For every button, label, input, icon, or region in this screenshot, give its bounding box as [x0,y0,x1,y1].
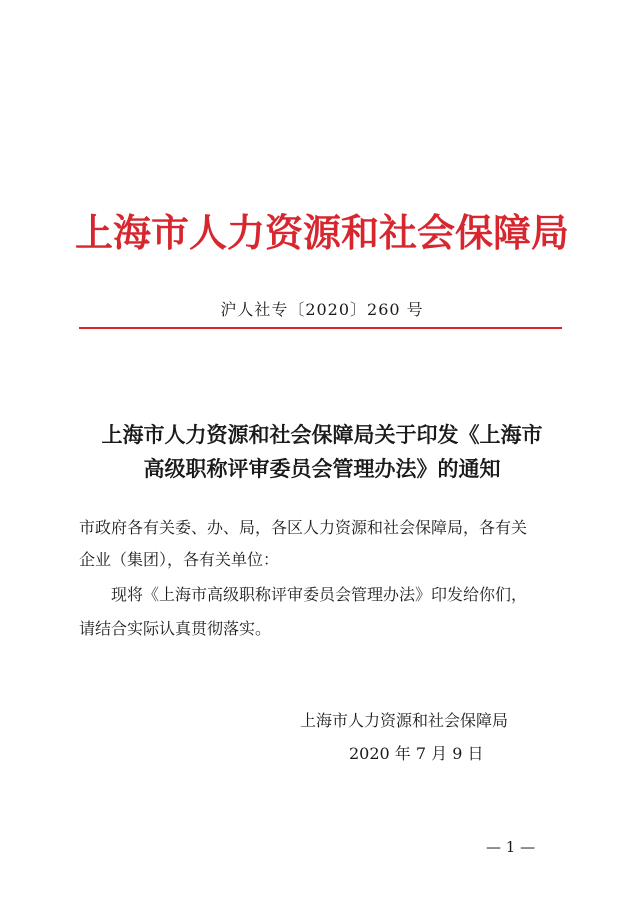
notice-title-line-2: 高级职称评审委员会管理办法》的通知 [143,456,501,481]
body-paragraph-line-2: 请结合实际认真贯彻落实。 [79,619,272,638]
document-number: 沪人社专〔2020〕260 号 [220,300,424,319]
page-number: — 1 — [486,838,536,856]
signature-date: 2020 年 7 月 9 日 [349,744,484,763]
body-paragraph-line-1: 现将《上海市高级职称评审委员会管理办法》印发给你们， [111,585,528,604]
notice-title [60,418,584,486]
recipients-line-2: 企业（集团），各有关单位： [79,550,280,569]
notice-title-line-1: 上海市人力资源和社会保障局关于印发《上海市 [101,422,543,447]
red-divider-line [79,327,562,329]
issuing-organization-header: 上海市人力资源和社会保障局 [74,210,569,255]
recipients-line-1: 市政府各有关委、办、局，各区人力资源和社会保障局，各有关 [79,518,528,537]
signature-organization: 上海市人力资源和社会保障局 [300,711,509,730]
